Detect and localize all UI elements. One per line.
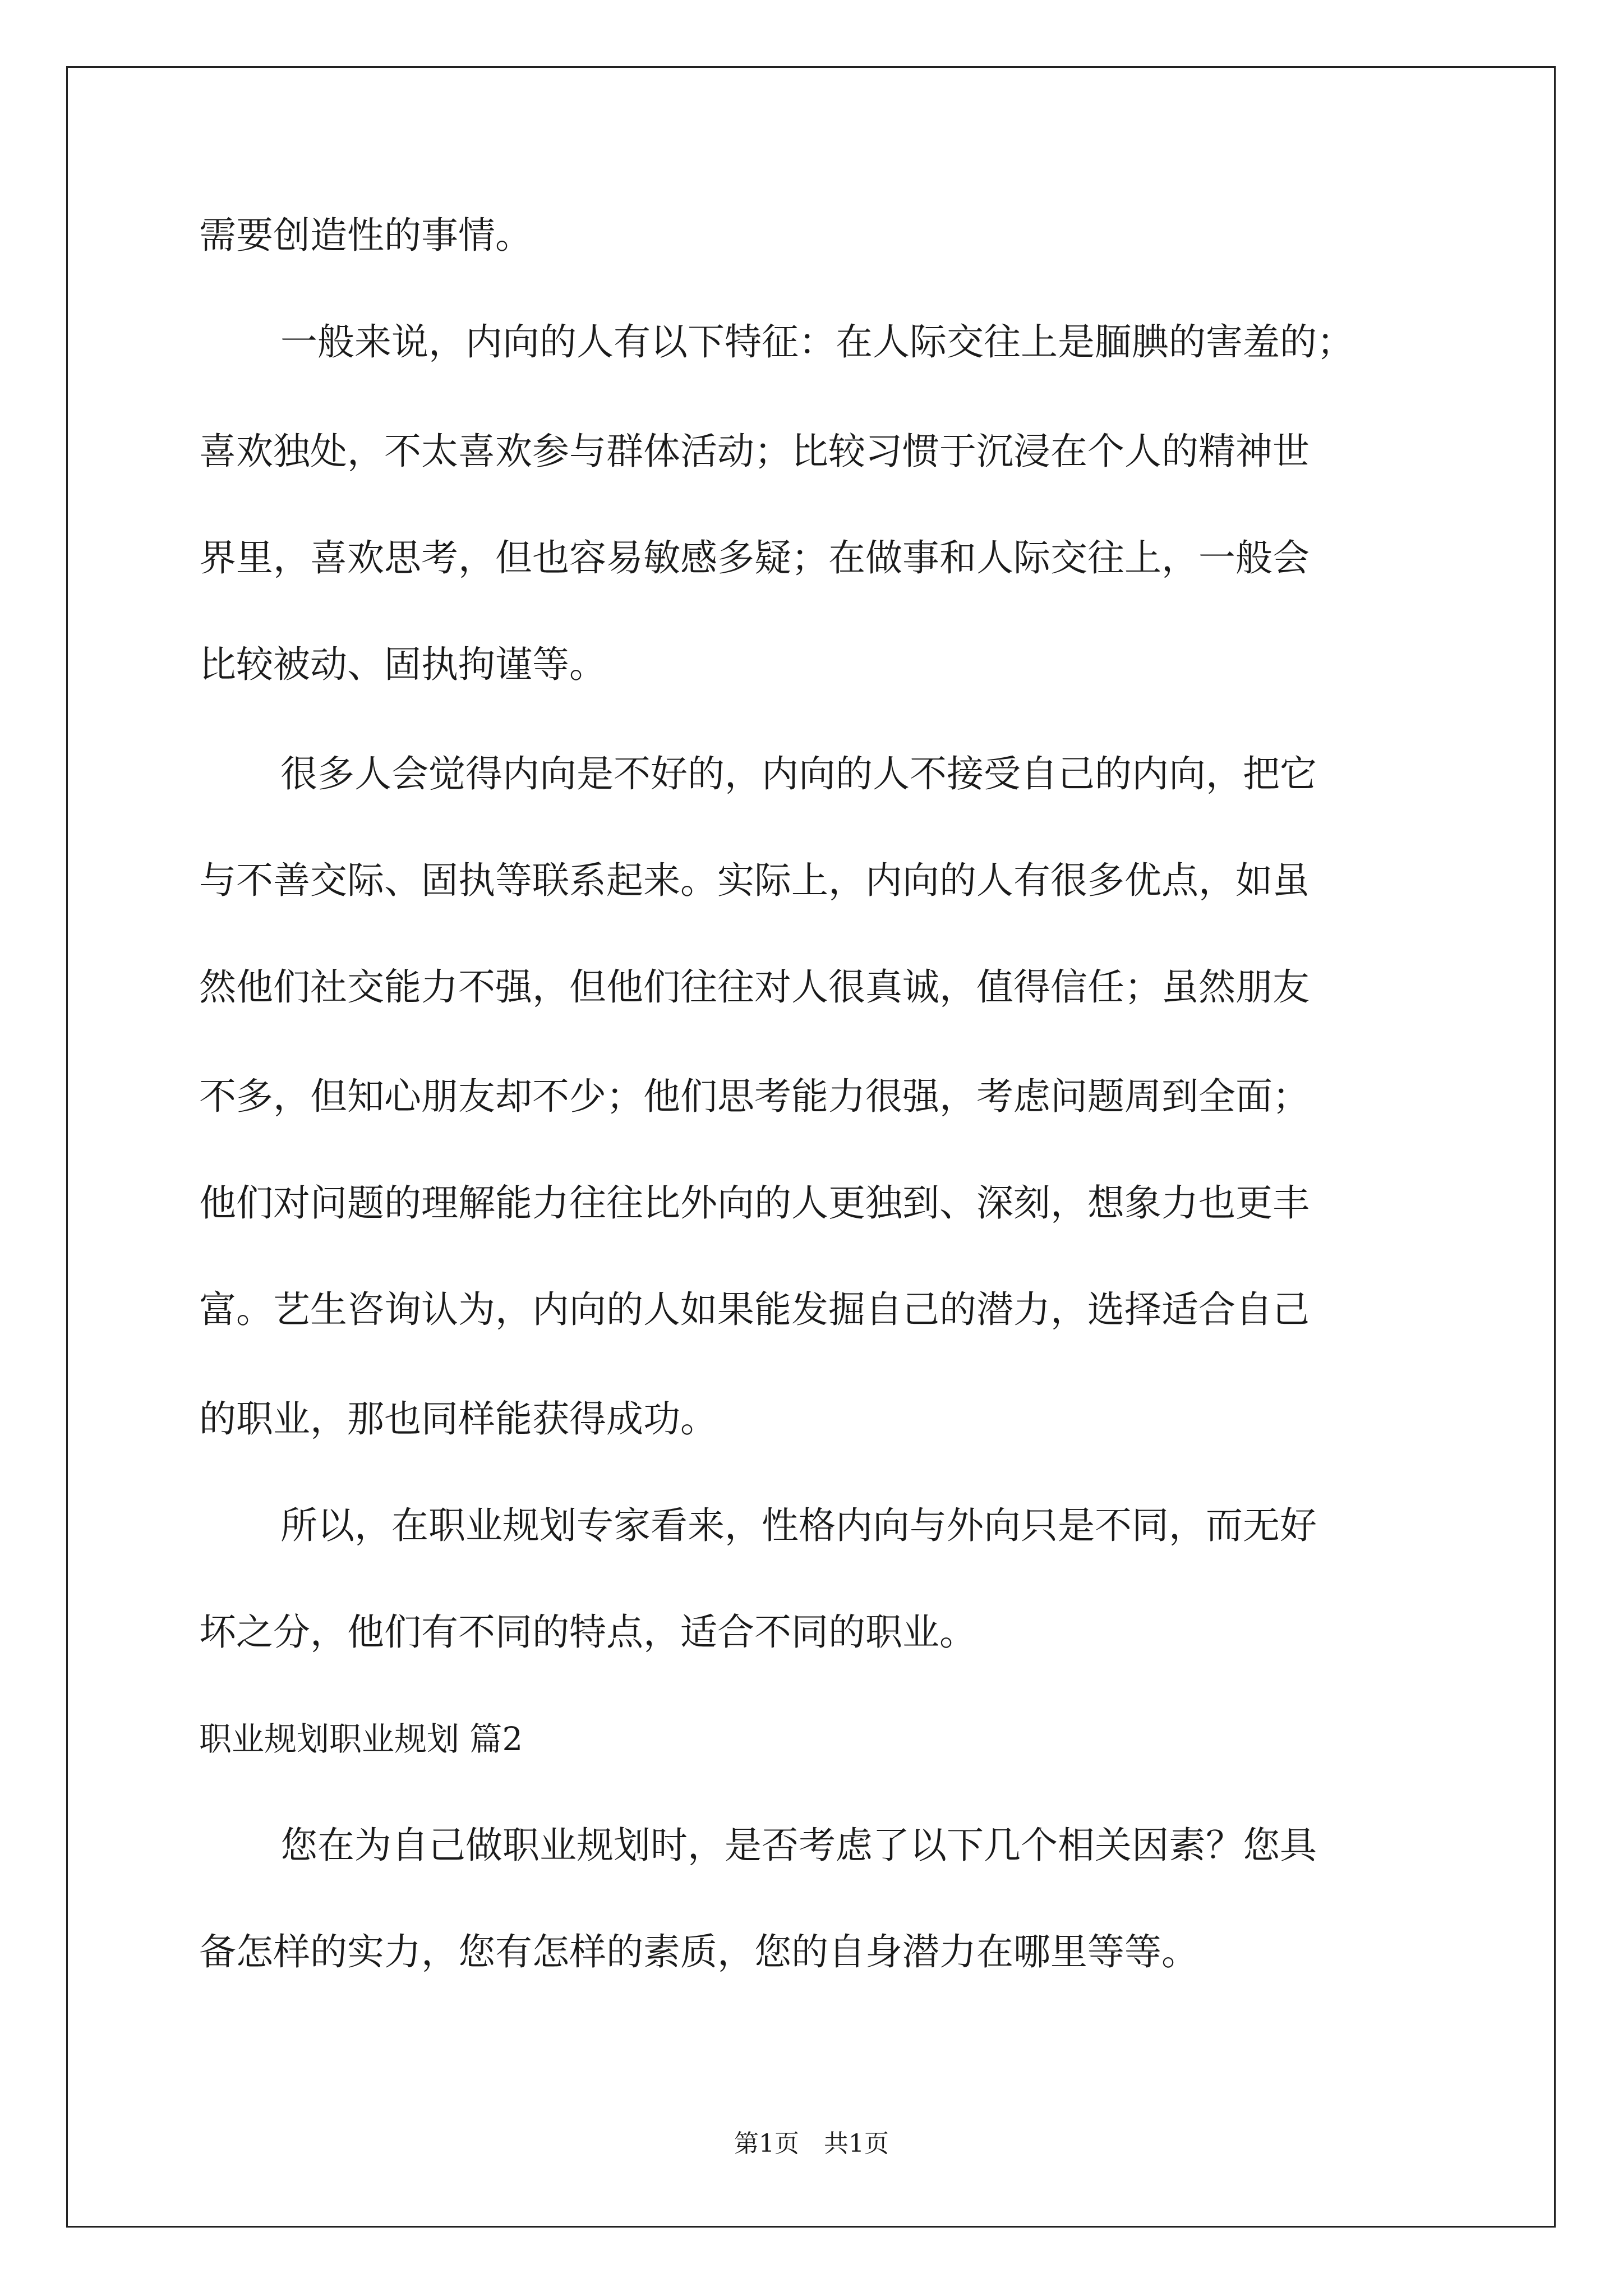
paragraph-2-line-3: 界里，喜欢思考，但也容易敏感多疑；在做事和人际交往上，一般会 <box>199 536 1310 579</box>
page-footer: 第1页 共1页 <box>734 2129 889 2158</box>
paragraph-4-line-1: 所以，在职业规划专家看来，性格内向与外向只是不同，而无好 <box>280 1504 1317 1547</box>
paragraph-3-line-6: 富。艺生咨询认为，内向的人如果能发掘自己的潜力，选择适合自己 <box>199 1288 1310 1331</box>
paragraph-5-line-1: 您在为自己做职业规划时，是否考虑了以下几个相关因素？您具 <box>280 1824 1317 1867</box>
paragraph-3-line-3: 然他们社交能力不强，但他们往往对人很真诚，值得信任；虽然朋友 <box>199 965 1310 1009</box>
paragraph-3-line-1: 很多人会觉得内向是不好的，内向的人不接受自己的内向，把它 <box>280 752 1317 795</box>
section-heading: 职业规划职业规划 篇2 <box>199 1720 523 1758</box>
page-border <box>66 66 1556 2228</box>
paragraph-3-line-7: 的职业，那也同样能获得成功。 <box>199 1397 717 1441</box>
paragraph-3-line-5: 他们对问题的理解能力往往比外向的人更独到、深刻，想象力也更丰 <box>199 1181 1310 1225</box>
paragraph-3-line-2: 与不善交际、固执等联系起来。实际上，内向的人有很多优点，如虽 <box>199 859 1310 902</box>
paragraph-2-line-4: 比较被动、固执拘谨等。 <box>199 643 606 686</box>
paragraph-4-line-2: 坏之分，他们有不同的特点，适合不同的职业。 <box>199 1611 976 1654</box>
paragraph-1-line-1: 需要创造性的事情。 <box>199 214 532 257</box>
paragraph-5-line-2: 备怎样的实力，您有怎样的素质，您的自身潜力在哪里等等。 <box>199 1930 1198 1973</box>
paragraph-2-line-1: 一般来说，内向的人有以下特征：在人际交往上是腼腆的害羞的； <box>280 320 1354 364</box>
paragraph-3-line-4: 不多，但知心朋友却不少；他们思考能力很强，考虑问题周到全面； <box>199 1075 1310 1118</box>
paragraph-2-line-2: 喜欢独处，不太喜欢参与群体活动；比较习惯于沉浸在个人的精神世 <box>199 430 1310 473</box>
